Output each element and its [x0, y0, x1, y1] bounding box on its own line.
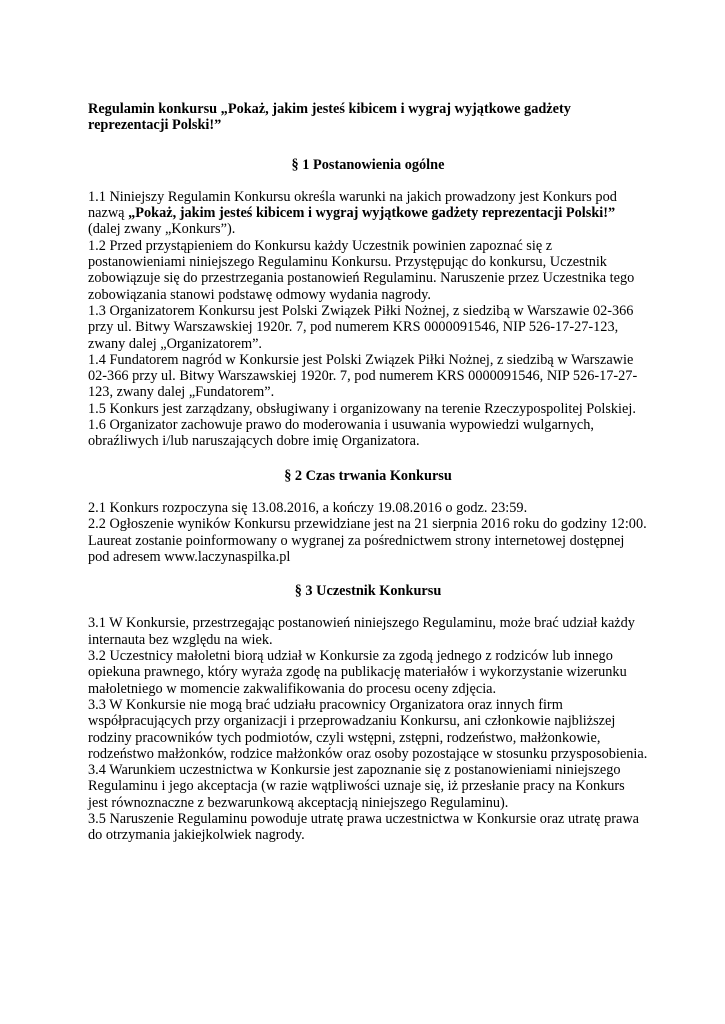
paragraph-3-3: 3.3 W Konkursie nie mogą brać udziału pracownicy Organizatora oraz innych firm współpracujących przy organizacji i przeprowadzaniu Konkursu, ani członkowie najbliższej rodziny pracowników tych podmiotów, czyli wstępni, zstępni, rodzeństwo, małżonkowie, rodzeństwo małżonków, rodzice małżonków oraz osoby pozostające w stosunku przysposobienia.: [88, 696, 648, 762]
paragraph-1-1-tail: (dalej zwany „Konkurs”).: [88, 221, 236, 238]
paragraph-3-4: 3.4 Warunkiem uczestnictwa w Konkursie jest zapoznanie się z postanowieniami niniejszego Regulaminu i jego akceptacja (w razie wątpliwości uznaje się, iż przesłanie pracy na Konkurs jest równoznaczne z bezwarunkową akceptacją niniejszego Regulaminu).: [88, 762, 625, 811]
section-1-heading: § 1 Postanowienia ogólne: [291, 156, 445, 173]
contest-name: „Pokaż, jakim jesteś kibicem i wygraj wyjątkowe gadżety reprezentacji Polski!”: [128, 205, 616, 222]
section-2-heading: § 2 Czas trwania Konkursu: [284, 467, 452, 484]
paragraph-1-4: 1.4 Fundatorem nagród w Konkursie jest Polski Związek Piłki Nożnej, z siedzibą w Warszawie 02-366 przy ul. Bitwy Warszawskiej 1920r. 7, pod numerem KRS 0000091546, NIP 526-17-27-123, zwany dalej „Fundatorem”.: [88, 351, 638, 401]
paragraph-2-2: 2.2 Ogłoszenie wyników Konkursu przewidziane jest na 21 sierpnia 2016 roku do godziny 12:00. Laureat zostanie poinformowany o wygranej za pośrednictwem strony internetowej dostępnej pod adresem www.laczynaspilka.pl: [88, 516, 647, 565]
paragraph-3-5: 3.5 Naruszenie Regulaminu powoduje utratę prawa uczestnictwa w Konkursie oraz utratę prawa do otrzymania jakiejkolwiek nagrody.: [88, 810, 640, 844]
paragraph-1-1: [88, 189, 648, 238]
paragraph-1-6: 1.6 Organizator zachowuje prawo do moderowania i usuwania wypowiedzi wulgarnych, obraźliwych i/lub naruszających dobre imię Organizatora.: [88, 417, 594, 450]
document-title: Regulamin konkursu „Pokaż, jakim jesteś kibicem i wygraj wyjątkowe gadżety reprezentacji Polski!”: [88, 101, 571, 134]
section-3-heading: § 3 Uczestnik Konkursu: [294, 583, 442, 600]
paragraph-1-5: 1.5 Konkurs jest zarządzany, obsługiwany i organizowany na terenie Rzeczypospolitej Polskiej.: [88, 400, 636, 417]
paragraph-2-1: 2.1 Konkurs rozpoczyna się 13.08.2016, a kończy 19.08.2016 o godz. 23:59.: [88, 499, 528, 516]
document-page: [88, 101, 648, 844]
paragraph-3-1: 3.1 W Konkursie, przestrzegając postanowień niniejszego Regulaminu, może brać udział każdy internauta bez względu na wiek.: [88, 615, 635, 648]
paragraph-1-3: 1.3 Organizatorem Konkursu jest Polski Związek Piłki Nożnej, z siedzibą w Warszawie 02-366 przy ul. Bitwy Warszawskiej 1920r. 7, pod numerem KRS 0000091546, NIP 526-17-27-123, zwany dalej „Organizatorem”.: [88, 302, 634, 352]
paragraph-3-2: 3.2 Uczestnicy małoletni biorą udział w Konkursie za zgodą jednego z rodziców lub innego opiekuna prawnego, który wyraża zgodę na publikację materiałów i wykorzystanie wizerunku małoletniego w momencie zakwalifikowania do procesu oceny zdjęcia.: [88, 648, 627, 697]
paragraph-1-2: 1.2 Przed przystąpieniem do Konkursu każdy Uczestnik powinien zapoznać się z postanowieniami niniejszego Regulaminu Konkursu. Przystępując do konkursu, Uczestnik zobowiązuje się do przestrzegania postanowień Regulaminu. Naruszenie przez Uczestnika tego zobowiązania stanowi podstawę odmowy wydania nagrody.: [88, 237, 635, 303]
paragraph-1-1-text: 1.1 Niniejszy Regulamin Konkursu określa warunki na jakich prowadzony jest Konkurs pod nazwą: [88, 188, 617, 222]
